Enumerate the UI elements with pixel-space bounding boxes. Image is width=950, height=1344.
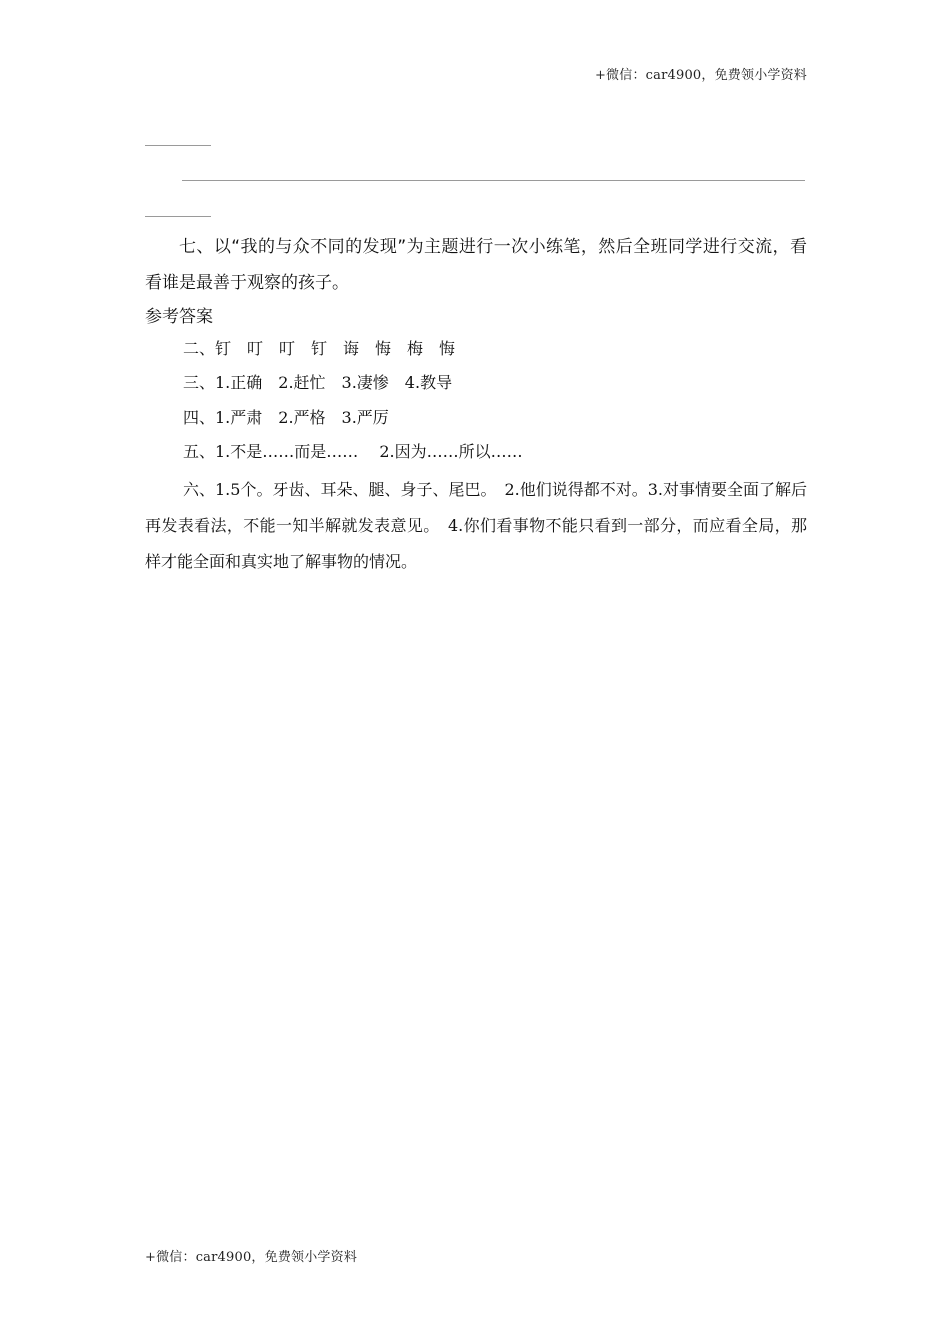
header-note: +微信：car4900，免费领小学资料 (594, 68, 807, 83)
footer-note: +微信：car4900，免费领小学资料 (145, 1250, 358, 1265)
answer-blank-line (145, 216, 211, 217)
answer-part-six: 六、1.5个。牙齿、耳朵、腿、身子、尾巴。 2.他们说得都不对。3.对事情要全面了解后再发表看法，不能一知半解就发表意见。 4.你们看事物不能只看到一部分，而应看全局，那样才能全面和真实地了解事物的情况。 (145, 480, 807, 571)
answer-blank-line (145, 145, 211, 146)
question-seven: 七、以“我的与众不同的发现”为主题进行一次小练笔，然后全班同学进行交流，看看谁是最善于观察的孩子。 (145, 237, 807, 293)
answer-blank-line (182, 180, 805, 181)
answer-part-three: 三、1.正确 2.赶忙 3.凄惨 4.教导 (183, 373, 453, 392)
answer-part-four: 四、1.严肃 2.严格 3.严厉 (183, 408, 389, 427)
answer-part-two: 二、钉 叮 叮 钉 诲 悔 梅 悔 (183, 339, 456, 358)
answer-part-five: 五、1.不是……而是…… 2.因为……所以…… (183, 442, 523, 461)
answer-key-heading: 参考答案 (145, 307, 213, 327)
